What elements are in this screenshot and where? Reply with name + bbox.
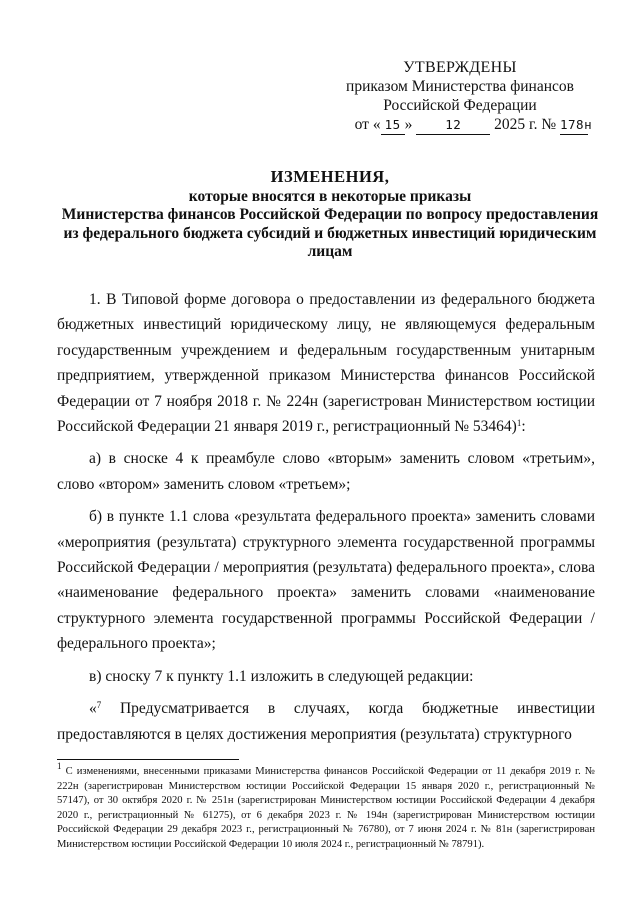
footnote-ref-7: 7 bbox=[96, 700, 102, 711]
approval-line-1: приказом Министерства финансов bbox=[346, 78, 574, 95]
approval-heading: УТВЕРЖДЕНЫ bbox=[403, 59, 517, 76]
date-day: 15 bbox=[381, 115, 405, 135]
paragraph-b: б) в пункте 1.1 слова «результата федерального проекта» заменить словами «мероприятия (результата) структурного элемента государственной программы Российской Федерации / мероприятия (результата) федерального проекта», слова «наименование федерального проекта» заменить словами «наименование структурного элемента государственной программы Российской Федерации / федерального проекта»; bbox=[57, 508, 595, 653]
date-day-close: » bbox=[404, 116, 413, 133]
document-body bbox=[57, 287, 595, 747]
footnote-separator bbox=[57, 759, 239, 760]
footnote bbox=[57, 761, 595, 852]
paragraph-a: а) в сноске 4 к преамбуле слово «вторым» заменить словом «третьим», слово «втором» заменить словом «третьем»; bbox=[57, 450, 595, 493]
footnote-ref-1: 1 bbox=[516, 418, 522, 429]
approval-date-line bbox=[330, 115, 593, 135]
title-line-1: ИЗМЕНЕНИЯ, bbox=[270, 167, 390, 186]
footnote-marker: 1 bbox=[57, 761, 62, 771]
date-prefix: от « bbox=[354, 116, 381, 133]
footnote-text: С изменениями, внесенными приказами Министерства финансов Российской Федерации от 11 декабря 2019 г. № 222н (зарегистрирован Министерством юстиции Российской Федерации 15 января 2020 г., регистрационный № 57147), от 30 октября 2020 г. № 251н (зарегистрирован Министерством юстиции Российской Федерации 4 декабря 2020 г., регистрационный № 61275), от 6 декабря 2023 г. № 194н (зарегистрирован Министерством юстиции Российской Федерации 29 декабря 2023 г., регистрационный № 76780), от 7 июня 2024 г. № 81н (зарегистрирован Министерством юстиции Российской Федерации 10 июля 2024 г., регистрационный № 78791). bbox=[57, 766, 595, 850]
approval-stamp bbox=[330, 58, 593, 135]
footnote-1 bbox=[57, 761, 595, 852]
paragraph-1 bbox=[57, 287, 595, 439]
date-month: 12 bbox=[416, 115, 490, 135]
document-title bbox=[40, 168, 620, 262]
quote-text: Предусматривается в случаях, когда бюджетные инвестиции предоставляются в целях достижения мероприятия (результата) структурного bbox=[57, 700, 595, 743]
paragraph-c: в) сноску 7 к пункту 1.1 изложить в следующей редакции: bbox=[89, 667, 474, 685]
paragraph-1-text: 1. В Типовой форме договора о предоставлении из федерального бюджета бюджетных инвестиций юридическому лицу, не являющемуся федеральным государственным учреждением и федеральным государственным унитарным предприятием, утвержденной приказом Министерства финансов Российской Федерации от 7 ноября 2018 г. № 224н (зарегистрован Министерством юстиции Российской Федерации 21 января 2019 г., регистрационный № 53464) bbox=[57, 291, 595, 436]
paragraph-1-end: : bbox=[521, 418, 526, 436]
quote-open: « bbox=[89, 700, 97, 718]
title-line-2: которые вносятся в некоторые приказы bbox=[188, 187, 472, 205]
paragraph-quote bbox=[57, 696, 595, 747]
title-line-3: Министерства финансов Российской Федерации по вопросу предоставления bbox=[61, 206, 599, 223]
date-year: 2025 г. № bbox=[494, 116, 557, 133]
title-line-4: из федерального бюджета субсидий и бюджетных инвестиций юридическим bbox=[63, 224, 597, 242]
order-number: 178н bbox=[560, 115, 588, 135]
title-line-5: лицам bbox=[307, 243, 353, 260]
approval-line-2: Российской Федерации bbox=[383, 97, 537, 114]
